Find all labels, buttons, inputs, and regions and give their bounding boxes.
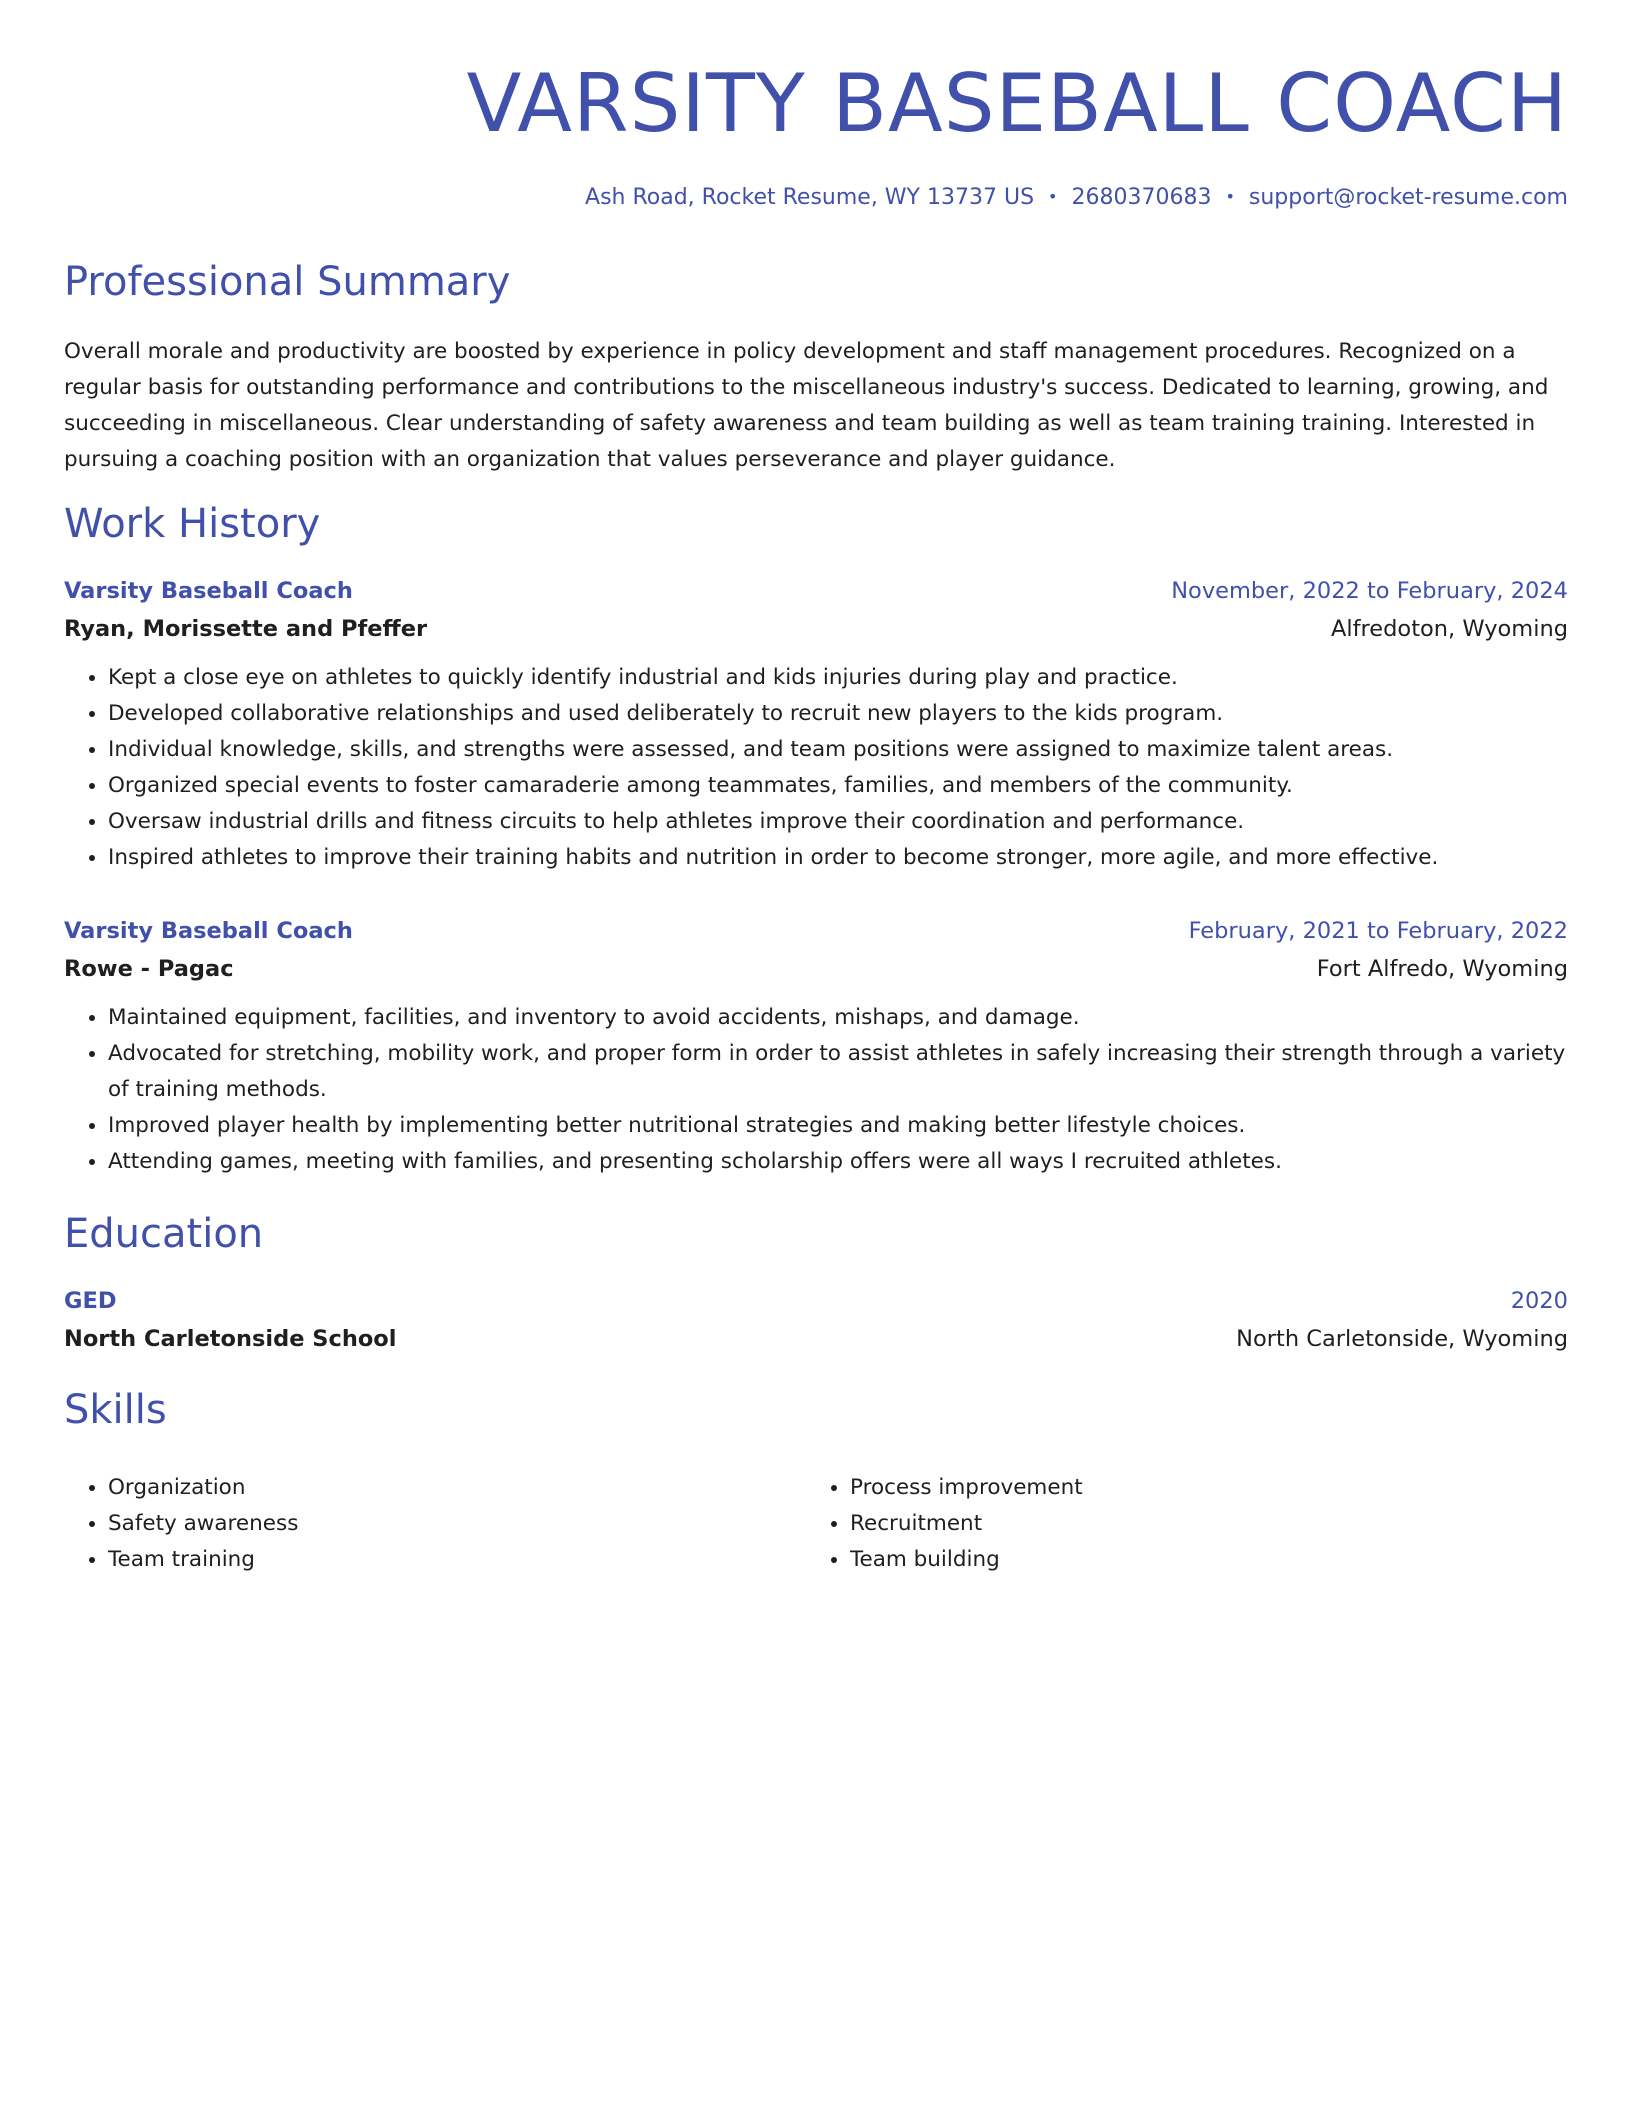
education-degree: GED <box>64 1288 117 1314</box>
job-header-row <box>64 572 1568 610</box>
education-school-row <box>64 1320 1568 1358</box>
education-location: North Carletonside, Wyoming <box>1236 1326 1568 1352</box>
skills-columns <box>64 1470 1568 1578</box>
work-history-heading: Work History <box>64 501 321 547</box>
job-header-row <box>64 912 1568 950</box>
job-dates: February, 2021 to February, 2022 <box>1188 918 1568 944</box>
job-bullet: • Maintained equipment, facilities, and inventory to avoid accidents, mishaps, and damage. <box>108 1000 1568 1036</box>
contact-phone: 2680370683 <box>1071 185 1212 210</box>
skills-list-left <box>64 1470 806 1578</box>
job-entry <box>64 572 1568 876</box>
education-header-row <box>64 1282 1568 1320</box>
skills-list-right <box>806 1470 1548 1578</box>
job-location: Alfredoton, Wyoming <box>1330 616 1568 642</box>
contact-separator: • <box>1048 187 1058 206</box>
skill-item: • Safety awareness <box>108 1506 806 1542</box>
job-employer: Ryan, Morissette and Pfeffer <box>64 616 428 642</box>
skill-item: • Process improvement <box>850 1470 1548 1506</box>
job-bullet: • Organized special events to foster camaraderie among teammates, families, and members of the community. <box>108 768 1568 804</box>
job-bullet: • Advocated for stretching, mobility work, and proper form in order to assist athletes in safely increasing their strength through a variety of training methods. <box>108 1036 1568 1108</box>
job-bullet: • Individual knowledge, skills, and strengths were assessed, and team positions were assigned to maximize talent areas. <box>108 732 1568 768</box>
education-entry <box>64 1282 1568 1358</box>
job-dates: November, 2022 to February, 2024 <box>1171 578 1568 604</box>
summary-heading: Professional Summary <box>64 259 511 305</box>
job-bullet: • Kept a close eye on athletes to quickly identify industrial and kids injuries during play and practice. <box>108 660 1568 696</box>
job-employer-row <box>64 950 1568 988</box>
job-title: Varsity Baseball Coach <box>64 918 353 944</box>
contact-email: support@rocket-resume.com <box>1248 185 1568 210</box>
job-bullet: • Oversaw industrial drills and fitness circuits to help athletes improve their coordination and performance. <box>108 804 1568 840</box>
job-employer: Rowe - Pagac <box>64 956 234 982</box>
job-bullet: • Developed collaborative relationships and used deliberately to recruit new players to the kids program. <box>108 696 1568 732</box>
skill-item: • Team training <box>108 1542 806 1578</box>
job-bullet: • Inspired athletes to improve their training habits and nutrition in order to become stronger, more agile, and more effective. <box>108 840 1568 876</box>
skill-item: • Team building <box>850 1542 1548 1578</box>
job-employer-row <box>64 610 1568 648</box>
skill-item: • Recruitment <box>850 1506 1548 1542</box>
education-heading: Education <box>64 1211 264 1257</box>
skill-item: • Organization <box>108 1470 806 1506</box>
contact-separator: • <box>1225 187 1235 206</box>
contact-address: Ash Road, Rocket Resume, WY 13737 US <box>585 185 1035 210</box>
contact-line <box>585 182 1568 213</box>
job-bullet: • Improved player health by implementing better nutritional strategies and making better lifestyle choices. <box>108 1108 1568 1144</box>
summary-text: Overall morale and productivity are boosted by experience in policy development and staff management procedures. Recognized on a regular basis for outstanding performance and contributions to the miscellaneous industry's success. Dedicated to learning, growing, and succeeding in miscellaneous. Clear understanding of safety awareness and team building as well as team training training. Interested in pursuing a coaching position with an organization that values perseverance and player guidance. <box>64 339 1549 472</box>
education-school: North Carletonside School <box>64 1326 397 1352</box>
job-location: Fort Alfredo, Wyoming <box>1316 956 1568 982</box>
job-title: Varsity Baseball Coach <box>64 578 353 604</box>
education-year: 2020 <box>1510 1288 1568 1314</box>
job-bullet-list <box>64 1000 1568 1180</box>
job-bullet: • Attending games, meeting with families, and presenting scholarship offers were all ways I recruited athletes. <box>108 1144 1568 1180</box>
job-entry <box>64 912 1568 1180</box>
skills-heading: Skills <box>64 1387 167 1433</box>
resume-title: VARSITY BASEBALL COACH <box>466 57 1568 150</box>
job-bullet-list <box>64 660 1568 876</box>
